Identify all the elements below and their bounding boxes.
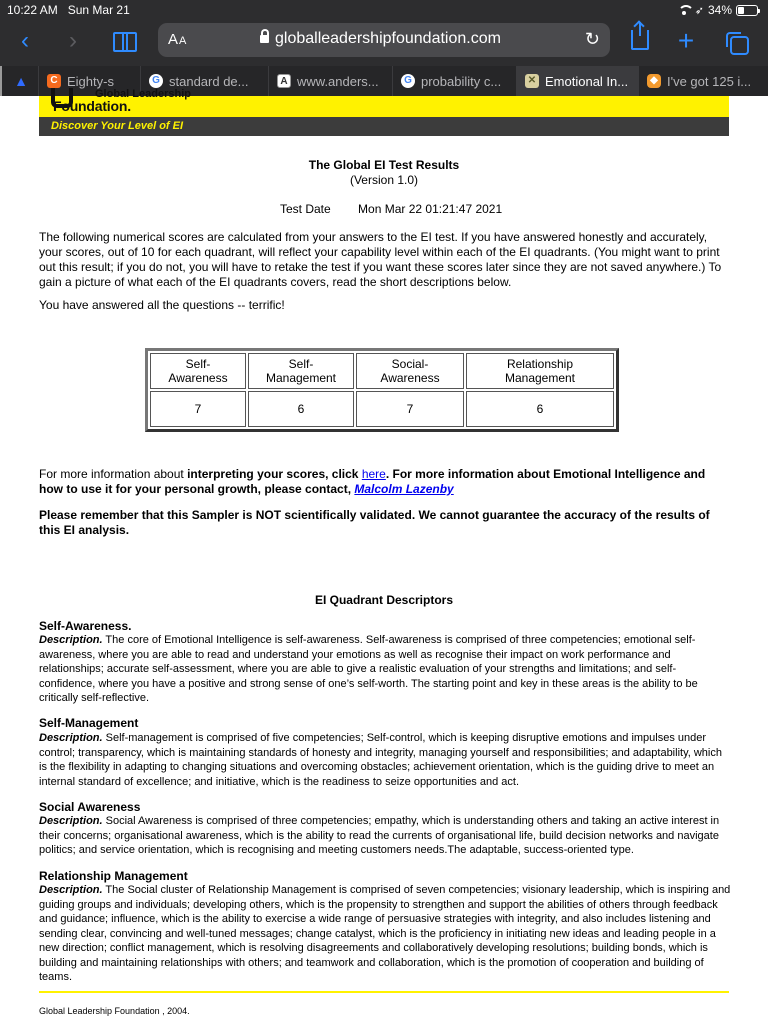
wifi-icon bbox=[677, 4, 691, 16]
quadrant-title-self-management: Self-Management bbox=[39, 716, 139, 730]
new-tab-button[interactable]: + bbox=[677, 25, 695, 56]
results-version: (Version 1.0) bbox=[349, 173, 419, 187]
url-text: globalleadershipfoundation.com bbox=[260, 30, 501, 48]
tab-4[interactable]: A www.anders... bbox=[268, 66, 392, 96]
score-header-relationship-management: Relationship Management bbox=[466, 353, 614, 389]
validation-warning: Please remember that this Sampler is NOT scientifically validated. We cannot guarantee the accuracy of the results of this EI analysis. bbox=[39, 508, 710, 537]
footer-text: Global Leadership Foundation , 2004. bbox=[39, 1006, 190, 1016]
reload-icon[interactable]: ↻ bbox=[584, 29, 600, 49]
browser-chrome bbox=[0, 0, 768, 96]
quadrant-title-relationship-management: Relationship Management bbox=[39, 869, 188, 883]
interpreting-scores-link[interactable]: here bbox=[361, 467, 386, 481]
bookmarks-icon[interactable] bbox=[113, 32, 137, 50]
score-value-self-awareness: 7 bbox=[150, 391, 246, 427]
status-time: 10:22 AM Sun Mar 21 bbox=[7, 3, 130, 17]
score-header-self-awareness: Self-Awareness bbox=[150, 353, 246, 389]
test-date-label: Test Date bbox=[280, 202, 331, 216]
battery-icon bbox=[736, 5, 758, 16]
forward-button[interactable]: › bbox=[69, 27, 77, 54]
battery-percent: 34% bbox=[707, 3, 732, 17]
tagline: Discover Your Level of EI bbox=[51, 120, 184, 132]
score-value-self-management: 6 bbox=[248, 391, 354, 427]
score-header-self-management: Self-Management bbox=[248, 353, 354, 389]
google-icon: G bbox=[149, 74, 163, 88]
lock-icon bbox=[260, 35, 269, 43]
quadrant-desc-relationship-management: Description. The Social cluster of Relationship Management is comprised of seven competencies; visionary leadership, which is inspiring and guiding groups and individuals; developing others, which is the propensity to strengthen and support the abilities of others through feedback and guidance; influence, which is the ability to exercise a wide range of persuasive strategies with integrity, and also includes listening and sending clear, convincing and well-tuned messages; change catalyst, which is the proficiency in initiating new ideas and leading people in a new direction; conflict management, which is resolving disagreements and collaboratively developing resolutions; building bonds, which is building and maintaining relationships with others; and teamwork and collaboration, which is the promotion of cooperation and building of teams. bbox=[39, 884, 731, 983]
text-size-button[interactable]: AA bbox=[168, 31, 188, 48]
a-icon: A bbox=[277, 74, 291, 88]
location-icon: ➶ bbox=[694, 4, 704, 17]
safari-toolbar bbox=[0, 20, 768, 62]
tab-5[interactable]: G probability c... bbox=[392, 66, 516, 96]
answered-message: You have answered all the questions -- terrific! bbox=[39, 298, 285, 312]
contact-link[interactable]: Malcolm Lazenby bbox=[354, 482, 454, 496]
share-icon[interactable] bbox=[631, 30, 649, 50]
fox-icon: ◆ bbox=[647, 74, 661, 88]
web-page bbox=[0, 88, 768, 1024]
scores-header-row bbox=[150, 353, 614, 389]
intro-paragraph: The following numerical scores are calculated from your answers to the EI test. If you have answered honestly and accurately, your scores, out of 10 for each quadrant, will reflect your capability level within each of the EI quadrants. (You might want to print out this result; if you do not, you will have to retake the test if you want these scores later since they are not saved anywhere.) To gain a picture of what each of the EI quadrants covers, read the short descriptions below. bbox=[39, 230, 722, 289]
close-tab-icon[interactable]: ✕ bbox=[525, 74, 539, 88]
more-info-paragraph: For more information about interpreting your scores, click here. For more information about Emotional Intelligence and how to use it for your personal growth, please contact, Malcolm Lazenby bbox=[39, 467, 706, 496]
quadrant-desc-social-awareness: Description. Social Awareness is comprised of three competencies; empathy, which is understanding others and taking an active interest in their concerns; organisational awareness, which is the ability to read the currents of organisational life, build decision networks and navigate politics; and service orientation, which is recognising and meeting customers needs.The adaptable, success-oriented type. bbox=[39, 815, 720, 856]
c-icon: C bbox=[47, 74, 61, 88]
address-bar[interactable] bbox=[158, 23, 610, 57]
site-banner bbox=[39, 88, 729, 117]
tab-2[interactable]: C Eighty-s bbox=[38, 66, 140, 96]
app-icon: ▲ bbox=[14, 73, 28, 89]
quadrant-desc-self-awareness: Description. The core of Emotional Intelligence is self-awareness. Self-awareness is comprised of three competencies; emotional self-awareness, where you are able to read and understand your emotions as well as recognise their impact on work performance and relationships; accurate self-assessment, where you are able to give a realistic evaluation of your strengths and limitations; and self-confidence, where you have a positive and strong sense of one’s self-worth. The starting point and key in these areas is the ability to be critically self-reflective. bbox=[39, 634, 698, 704]
score-value-social-awareness: 7 bbox=[356, 391, 464, 427]
tagline-bar bbox=[39, 117, 729, 136]
quadrant-title-social-awareness: Social Awareness bbox=[39, 800, 141, 814]
tab-1[interactable] bbox=[0, 66, 38, 96]
score-value-relationship-management: 6 bbox=[466, 391, 614, 427]
logo-partial-text: Global Leadership bbox=[95, 88, 191, 100]
quadrant-desc-self-management: Description. Self-management is comprised of five competencies; Self-control, which is keeping disruptive emotions and impulses under control; transparency, which is maintaining standards of honesty and integrity, managing yourself and responsibilities; and adaptability, which is the flexibility in adapting to changing situations and overcoming obstacles; achievement orientation, which is the guiding drive to meet an internal standard of excellence; and initiative, which is the readiness to seize opportunities and act. bbox=[39, 732, 722, 788]
tab-3[interactable]: G standard de... bbox=[140, 66, 268, 96]
footer-divider bbox=[39, 991, 729, 993]
back-button[interactable]: ‹ bbox=[21, 27, 29, 54]
descriptors-heading: EI Quadrant Descriptors bbox=[314, 593, 454, 607]
tab-6-active[interactable]: ✕ Emotional In... bbox=[516, 66, 638, 96]
scores-table bbox=[145, 348, 619, 432]
test-date-value: Mon Mar 22 01:21:47 2021 bbox=[358, 202, 503, 216]
status-bar bbox=[0, 0, 768, 20]
quadrant-title-self-awareness: Self-Awareness. bbox=[39, 619, 132, 633]
score-header-social-awareness: Social-Awareness bbox=[356, 353, 464, 389]
test-date bbox=[280, 202, 502, 216]
google-icon: G bbox=[401, 74, 415, 88]
tab-7[interactable]: ◆ I've got 125 i... bbox=[638, 66, 768, 96]
logo-text: Foundation. bbox=[53, 98, 131, 114]
tabs-overview-icon[interactable] bbox=[726, 32, 746, 52]
results-title: The Global EI Test Results bbox=[308, 158, 460, 172]
scores-value-row bbox=[150, 391, 614, 427]
